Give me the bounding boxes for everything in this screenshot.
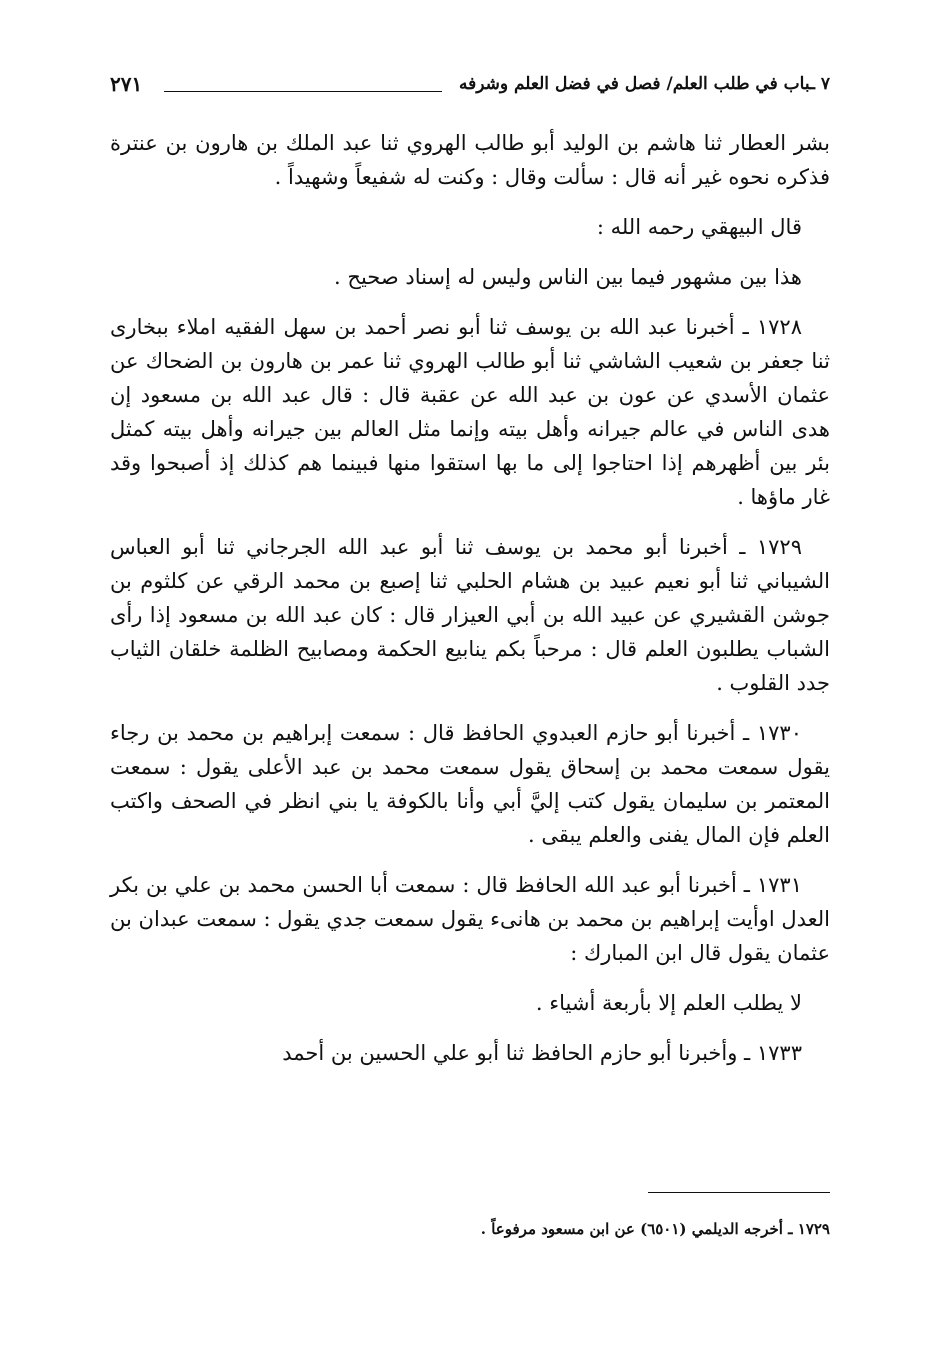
paragraph: بشر العطار ثنا هاشم بن الوليد أبو طالب الهروي ثنا عبد الملك بن هارون بن عنترة فذكره نحوه غير أنه قال : سألت وقال : وكنت له شفيعاً وشهيداً . [110, 131, 830, 189]
footnote: ١٧٢٩ ـ أخرجه الديلمي (٦٥٠١) عن ابن مسعود مرفوعاً . [480, 1220, 830, 1238]
hadith-1728: ١٧٢٨ ـ أخبرنا عبد الله بن يوسف ثنا أبو نصر أحمد بن سهل الفقيه املاء ببخارى ثنا جعفر بن شعيب الشاشي ثنا أبو طالب الهروي ثنا عمر بن هارون بن الضحاك عن عثمان الأسدي عن عون بن عبد الله عن عقبة قال : قال عبد الله بن مسعود إن هدى الناس في عالم جيرانه وأهل بيته وإنما مثل العالم بين جيرانه وأهل بيته كمثل بئر بين أظهرهم إذا احتاجوا إلى ما بها استقوا منها فبينما هم كذلك إذ أصبحوا وقد غار ماؤها . [110, 315, 830, 509]
paragraph: لا يطلب العلم إلا بأربعة أشياء . [535, 991, 802, 1015]
running-title: ٧ ـباب في طلب العلم/ فصل في فضل العلم وشرفه [458, 74, 830, 94]
hadith-1731: ١٧٣١ ـ أخبرنا أبو عبد الله الحافظ قال : سمعت أبا الحسن محمد بن علي بن بكر العدل اوأيت إبراهيم بن محمد بن هانىء يقول سمعت جدي يقول : سمعت عبدان بن عثمان يقول قال ابن المبارك : [110, 873, 830, 965]
hadith-1729: ١٧٢٩ ـ أخبرنا أبو محمد بن يوسف ثنا أبو عبد الله الجرجاني ثنا أبو العباس الشيباني ثنا أبو نعيم عبيد بن هشام الحلبي ثنا إصبع بن محمد الرقي عن كلثوم بن جوشن القشيري عن عبيد الله بن أبي العيزار قال : كان عبد الله بن مسعود إذا رأى الشباب يطلبون العلم قال : مرحباً بكم ينابيع الحكمة ومصابيح الظلمة خلقان الثياب جدد القلوب . [110, 535, 830, 695]
footnote-rule [648, 1192, 830, 1193]
page-header [110, 62, 830, 106]
page-number: ٢٧١ [110, 72, 143, 96]
hadith-1733: ١٧٣٣ ـ وأخبرنا أبو حازم الحافظ ثنا أبو علي الحسين بن أحمد [282, 1041, 802, 1065]
paragraph: قال البيهقي رحمه الله : [596, 215, 802, 239]
header-rule [164, 91, 442, 92]
hadith-1730: ١٧٣٠ ـ أخبرنا أبو حازم العبدوي الحافظ قال : سمعت إبراهيم بن محمد بن رجاء يقول سمعت محمد بن إسحاق يقول سمعت محمد بن عبد الأعلى يقول : سمعت المعتمر بن سليمان يقول كتب إليَّ أبي وأنا بالكوفة يا بني انظر في الصحف واكتب العلم فإن المال يفنى والعلم يبقى . [110, 721, 830, 847]
body-text [110, 126, 830, 1086]
paragraph: هذا بين مشهور فيما بين الناس وليس له إسناد صحيح . [334, 265, 802, 289]
book-page [110, 62, 830, 1322]
